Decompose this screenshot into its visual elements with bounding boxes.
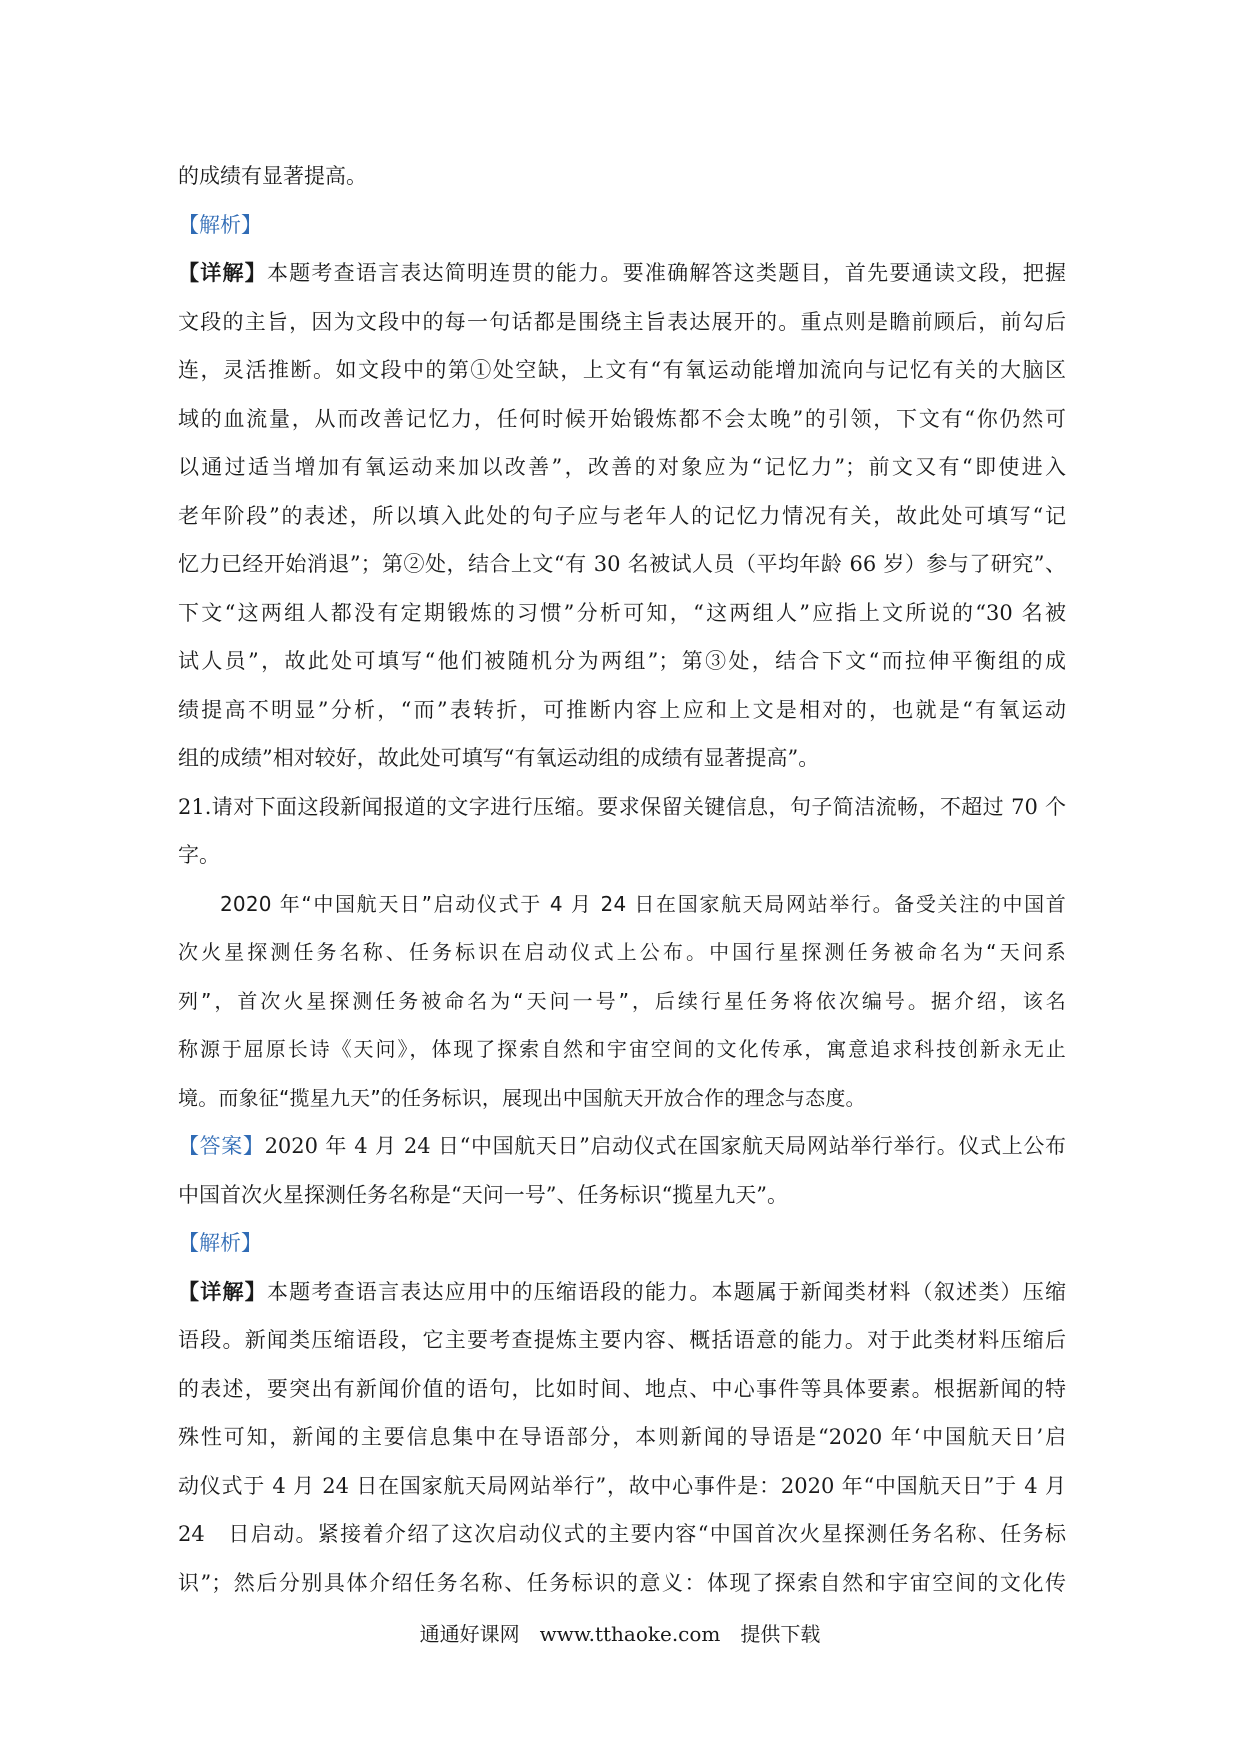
- news-passage: [178, 880, 1066, 1123]
- passage-line-3: 称源于屈原长诗《天问》，体现了探索自然和宇宙空间的文化传承，寓意追求科技创新永无止: [178, 1037, 1066, 1061]
- passage-line-2: 列”，首次火星探测任务被命名为“天问一号”，后续行星任务将依次编号。据介绍，该名: [178, 988, 1066, 1013]
- passage-line-1: 次火星探测任务名称、任务标识在启动仪式上公布。中国行星探测任务被命名为“天问系: [178, 940, 1066, 964]
- detail-line-1-9: 绩提高不明显”分析，“而”表转折，可推断内容上应和上文是相对的，也就是“有氧运动: [178, 697, 1066, 722]
- detail-line-2-4: 动仪式于 4 月 24 日在国家航天局网站举行”，故中心事件是：2020 年“中国航天日”于 4 月: [178, 1473, 1066, 1498]
- detail-text: 本题考查语言表达应用中的压缩语段的能力。本题属于新闻类材料（叙述类）压缩: [266, 1279, 1067, 1304]
- answer-line-1: 中国首次火星探测任务名称是“天问一号”、任务标识“揽星九天”。: [178, 1182, 788, 1207]
- detail-tag: 【详解】: [178, 1278, 267, 1304]
- analysis-heading-2: [178, 1219, 1066, 1268]
- passage-line-0: 2020 年“中国航天日”启动仪式于 4 月 24 日在国家航天局网站举行。备受关注的中国首: [220, 891, 1066, 916]
- detail-line-1-10: 组的成绩”相对较好，故此处可填写“有氧运动组的成绩有显著提高”。: [178, 746, 820, 770]
- detail-line-1-2: 连，灵活推断。如文段中的第①处空缺，上文有“有氧运动能增加流向与记忆有关的大脑区: [178, 358, 1066, 382]
- detail-tag: 【详解】: [178, 260, 267, 285]
- detail-line-2-6: 识”；然后分别具体介绍任务名称、任务标识的意义：体现了探索自然和宇宙空间的文化传: [178, 1570, 1066, 1595]
- detail-line-1-7: 下文“这两组人都没有定期锻炼的习惯”分析可知，“这两组人”应指上文所说的“30 名被: [178, 600, 1066, 625]
- page-content: [178, 152, 1066, 1607]
- question-21-line-2: 字。: [178, 843, 220, 867]
- passage-line-4: 境。而象征“揽星九天”的任务标识，展现出中国航天开放合作的理念与态度。: [178, 1085, 866, 1110]
- detail-line-1-0: [178, 249, 1066, 298]
- question-21-line-1: 21.请对下面这段新闻报道的文字进行压缩。要求保留关键信息，句子简洁流畅，不超过 70 个: [178, 794, 1066, 819]
- detail-line-1-1: 文段的主旨，因为文段中的每一句话都是围绕主旨表达展开的。重点则是瞻前顾后，前勾后: [178, 309, 1066, 334]
- detail-line-2-0: [178, 1268, 1066, 1317]
- detail-line-2-3: 殊性可知，新闻的主要信息集中在导语部分，本则新闻的导语是“2020 年‘中国航天日’启: [178, 1425, 1066, 1449]
- detail-line-1-3: 域的血流量，从而改善记忆力，任何时候开始锻炼都不会太晚”的引领，下文有“你仍然可: [178, 406, 1066, 431]
- detail-line-2-2: 的表述，要突出有新闻价值的语句，比如时间、地点、中心事件等具体要素。根据新闻的特: [178, 1376, 1066, 1401]
- detail-line-1-4: 以通过适当增加有氧运动来加以改善”，改善的对象应为“记忆力”；前文又有“即使进入: [178, 455, 1066, 479]
- page-footer: 通通好课网 www.tthaoke.com 提供下载: [419, 1622, 821, 1646]
- answer-tag: 【答案】: [178, 1134, 265, 1158]
- answer-text: 2020 年 4 月 24 日“中国航天日”启动仪式在国家航天局网站举行举行。仪式上公布: [264, 1134, 1066, 1158]
- detail-line-2-5: 24 日启动。紧接着介绍了这次启动仪式的主要内容“中国首次火星探测任务名称、任务标: [178, 1522, 1066, 1546]
- analysis-tag: 【解析】: [178, 1231, 262, 1255]
- answer-tail-line: 的成绩有显著提高。: [178, 164, 367, 188]
- detail-line-1-6: 忆力已经开始消退”；第②处，结合上文“有 30 名被试人员（平均年龄 66 岁）参与了研究”、: [178, 552, 1066, 576]
- answer-line-0: [178, 1122, 1066, 1171]
- analysis-heading-1: [178, 201, 1066, 250]
- analysis-tag: 【解析】: [178, 212, 262, 237]
- detail-text: 本题考查语言表达简明连贯的能力。要准确解答这类题目，首先要通读文段，把握: [266, 261, 1067, 285]
- detail-line-2-1: 语段。新闻类压缩语段，它主要考查提炼主要内容、概括语意的能力。对于此类材料压缩后: [178, 1328, 1066, 1352]
- detail-line-1-8: 试人员”，故此处可填写“他们被随机分为两组”；第③处，结合下文“而拉伸平衡组的成: [178, 649, 1066, 673]
- detail-line-1-5: 老年阶段”的表述，所以填入此处的句子应与老年人的记忆力情况有关，故此处可填写“记: [178, 503, 1066, 528]
